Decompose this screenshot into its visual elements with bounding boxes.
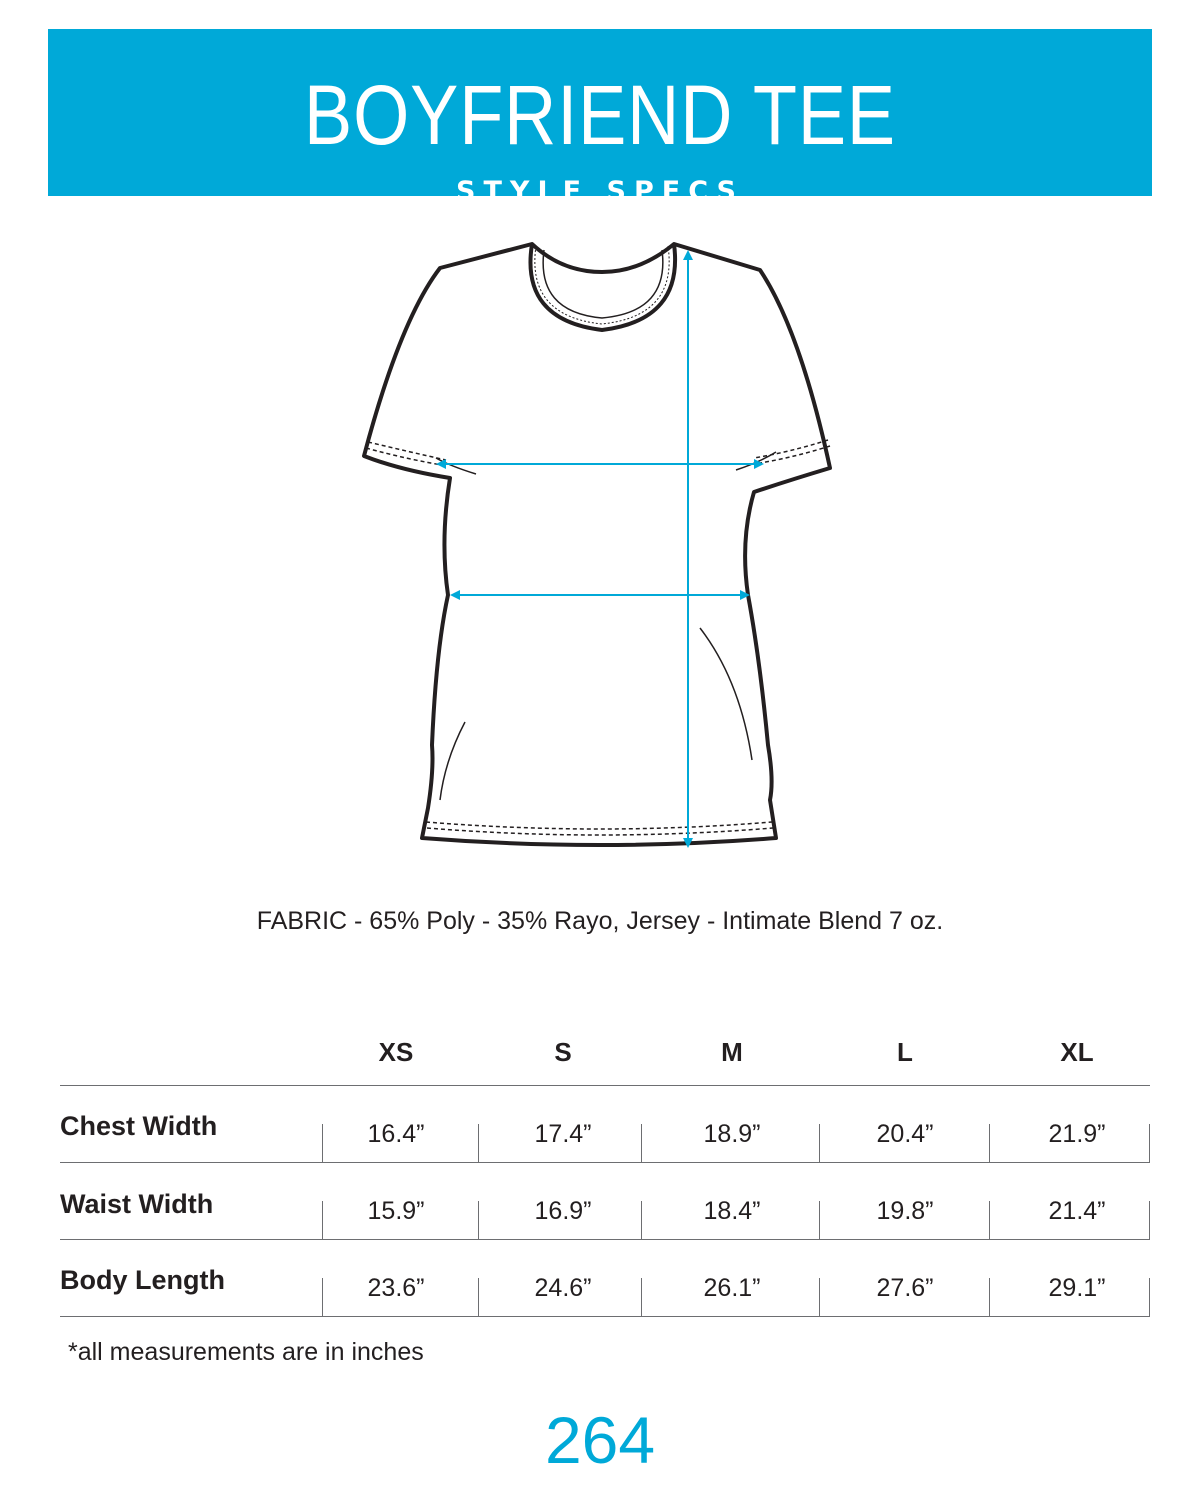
column-divider: [641, 1201, 642, 1239]
table-cell: 16.4”: [367, 1120, 425, 1148]
table-cell: 24.6”: [534, 1274, 592, 1302]
column-divider: [1149, 1124, 1150, 1162]
table-cell: 23.6”: [367, 1274, 425, 1302]
fabric-description: FABRIC - 65% Poly - 35% Rayo, Jersey - Intimate Blend 7 oz.: [256, 907, 944, 935]
table-cell: 19.8”: [876, 1197, 934, 1225]
table-cell: 17.4”: [534, 1120, 592, 1148]
table-cell: 21.9”: [1048, 1120, 1106, 1148]
table-cell: 20.4”: [876, 1120, 934, 1148]
size-header-m: M: [721, 1037, 743, 1067]
column-divider: [478, 1278, 479, 1316]
table-rule: [60, 1239, 1150, 1240]
size-header-l: L: [897, 1037, 913, 1067]
column-divider: [641, 1278, 642, 1316]
column-divider: [322, 1278, 323, 1316]
column-divider: [322, 1124, 323, 1162]
page-title: BOYFRIEND TEE: [304, 68, 896, 162]
column-divider: [478, 1124, 479, 1162]
table-rule: [60, 1085, 1150, 1086]
column-divider: [478, 1201, 479, 1239]
table-cell: 15.9”: [367, 1197, 425, 1225]
row-label-body-length: Body Length: [60, 1265, 225, 1295]
size-header-xs: XS: [378, 1037, 414, 1067]
column-divider: [819, 1201, 820, 1239]
table-rule: [60, 1162, 1150, 1163]
table-cell: 29.1”: [1048, 1274, 1106, 1302]
size-header-s: S: [554, 1037, 572, 1067]
column-divider: [1149, 1201, 1150, 1239]
table-cell: 21.4”: [1048, 1197, 1106, 1225]
table-rule: [60, 1316, 1150, 1317]
table-cell: 26.1”: [703, 1274, 761, 1302]
measurement-note: *all measurements are in inches: [68, 1338, 424, 1366]
row-label-chest-width: Chest Width: [60, 1111, 218, 1141]
column-divider: [989, 1124, 990, 1162]
page-number: 264: [544, 1403, 656, 1477]
column-divider: [819, 1278, 820, 1316]
table-cell: 16.9”: [534, 1197, 592, 1225]
column-divider: [989, 1278, 990, 1316]
column-divider: [1149, 1278, 1150, 1316]
row-label-waist-width: Waist Width: [60, 1189, 214, 1219]
tshirt-diagram: [0, 220, 1200, 870]
column-divider: [641, 1124, 642, 1162]
size-header-xl: XL: [1060, 1037, 1094, 1067]
table-cell: 27.6”: [876, 1274, 934, 1302]
column-divider: [322, 1201, 323, 1239]
column-divider: [819, 1124, 820, 1162]
page-subtitle: STYLE SPECS: [456, 176, 744, 207]
tshirt-outline: [364, 244, 830, 845]
table-cell: 18.9”: [703, 1120, 761, 1148]
title-banner: [48, 29, 1152, 207]
table-cell: 18.4”: [703, 1197, 761, 1225]
column-divider: [989, 1201, 990, 1239]
